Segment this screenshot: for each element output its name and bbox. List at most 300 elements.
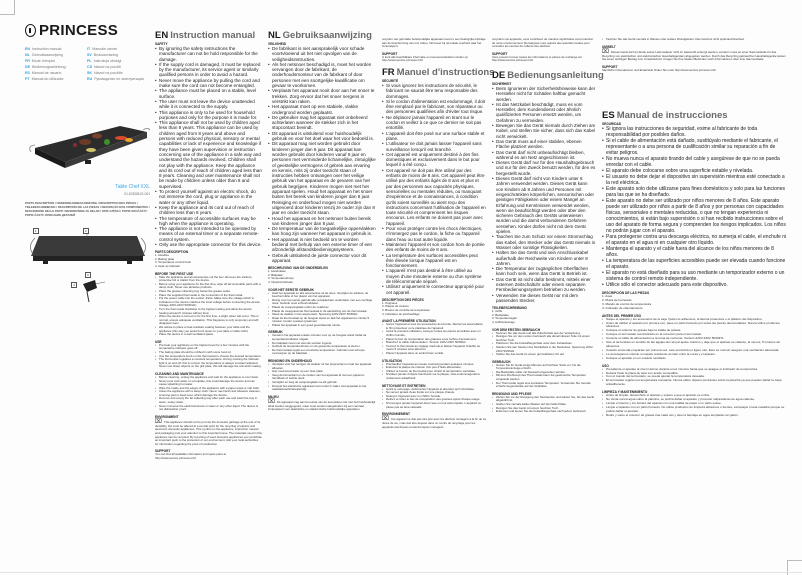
list-item: • Turn the thermostat clockwise to the highest setting and allow the device heating at least 5 minutes without food. [155, 308, 262, 315]
list-item: • Never pour cold water on a hotplate, this could damage the device and can cause splashing hot water. [155, 380, 262, 387]
list-item: • Never immerse the electrical device in water or any other liquid. The device is not dishwasher proof. [155, 405, 262, 412]
language-label: Instrukcja obsługi [93, 59, 122, 63]
section-heading: SUPPORT [602, 64, 618, 69]
section-heading: SICHERHEIT [492, 82, 512, 86]
text-content: Vous pouvez trouver toutes les informations et pièces de rechange sur http://www.service.princess.info! [492, 54, 583, 63]
language-item [87, 65, 149, 69]
language-label: Manual do utilizador [31, 77, 64, 81]
list-item: • Si vous ignorez les instructions de sécurité, le fabricant ne saurait être tenu responsable des dommages. [382, 83, 486, 99]
text-content: 3. Temperaturregler [492, 316, 518, 321]
text-line [492, 56, 596, 63]
bullet-list [602, 126, 787, 288]
text-content: 2. Plaque de cuisson [382, 304, 409, 309]
section-heading: CLEANING AND MAINTENANCE [155, 371, 204, 376]
bullet-list [155, 344, 262, 369]
text-line [155, 453, 262, 460]
text-line [382, 38, 486, 49]
section-heading: SUPPORT [382, 51, 398, 56]
language-item [25, 59, 87, 63]
list-item: • Verwenden Sie dieses Gerät nur mit dem passenden Stecker. [492, 293, 596, 304]
list-item: • Veeg de binnenkant en de randen van het apparaat af met een papieren handdoek of zachte doek. [268, 374, 376, 381]
manual-section [155, 415, 262, 447]
language-label: Руководство по эксплуатации [94, 77, 144, 81]
language-label: Manual de usuario [31, 71, 62, 75]
page-edge [0, 572, 802, 573]
language-item [25, 53, 87, 57]
manual-section [602, 314, 787, 361]
bullet-list [155, 46, 262, 247]
manual-section [602, 364, 787, 388]
language-item [87, 71, 149, 75]
language-code: SK [87, 71, 92, 75]
manual-section [492, 392, 596, 414]
list-item: • Only use the appropriate connector for this device. [155, 242, 262, 247]
list-item: • Beim Ignorieren der Sicherheitshinweise kann der Hersteller nicht für Schäden haftbar gemacht werden. [492, 86, 596, 102]
text-content: 4. Aufheizanzeige [492, 319, 515, 324]
section-heading: VOR DEM ERSTEN GEBRAUCH [492, 327, 540, 332]
manual-section [492, 52, 596, 63]
product-section [25, 118, 150, 217]
list-item: • Coloque el aparato en un espacio ventilado. [602, 357, 787, 361]
manual-section [155, 340, 262, 369]
list-item: • Tauchen Sie zum Schutz vor einem Stromschlag das Kabel, den Stecker oder das Gerät niemals in Wasser oder sonstige Flüssigkeiten. [492, 234, 596, 250]
list-item: • Stecken Sie den Stecker des Netzkabels in die Steckdose. Spannung 220V-240V 50/60Hz. [492, 346, 596, 353]
list-item: • Este aparato solo debe utilizarse para fines domésticos y solo para las funciones para las que se ha diseñado. [602, 186, 787, 198]
section-heading: ENVIRONNEMENT [382, 412, 410, 417]
list-item: • Pour vous protéger contre les chocs électriques, n'immergez pas le cordon, la fiche ou l'appareil dans l'eau ou tout autre liquide. [382, 226, 486, 242]
list-item: • Antes de limpiar, desenchufe el aparato y espere a que el aparato se enfríe. [602, 394, 787, 398]
text-content: 4. Indicador de calentamiento [602, 305, 643, 310]
diagram-label-1: 1 [35, 229, 37, 233]
bullet-list [492, 86, 596, 303]
language-code: FR [382, 67, 395, 78]
manual-title: Manuel d'instructions [396, 67, 495, 78]
list-item: • Als het netsnoer beschadigd is, moet het worden vervangen door de fabrikant, de onderhoudsmonteur van de fabrikant of door personen met een soortgelijke kwalificatie om gevaar te voorkomen. [268, 62, 376, 88]
language-item [25, 71, 87, 75]
list-item: • Bewegen Sie das Gerät niemals durch Ziehen am Kabel, und stellen Sie sicher, dass sich das Kabel nicht verwickelt. [492, 123, 596, 139]
brand-name: PRINCESS [39, 22, 119, 39]
manual-column-frc [492, 38, 596, 63]
crop-mark-top-left [0, 0, 15, 15]
bullet-list [602, 38, 787, 42]
list-item: • Pre-heat your appliance on the highest level for a few minutes until the temperature indicator goes off. [155, 344, 262, 351]
list-item: • L'appareil doit être posé sur une surface stable et plane. [382, 131, 486, 142]
language-label: Bruksanvisning [93, 53, 119, 57]
list-item: • We advise to place a heat-resistant coating between your table and the appliance (this way you avoid burnt spots on your table or table cloth). [155, 326, 262, 333]
list-item: • Placez le bac de récupération des graisses sous l'orifice d'écoulement. [382, 338, 486, 342]
list-item: • Avant le nettoyage, débranchez l'appareil et attendez qu'il refroidisse. [382, 388, 486, 392]
list-item: • Draai de thermostaat op de hoogste stand en laat het apparaat ten minste 5 minuten zonder voedsel opwarmen. [268, 317, 376, 324]
text-line [155, 265, 262, 269]
language-code: PT [25, 77, 30, 81]
language-label: Bedienungsanleitung [32, 65, 66, 69]
text-content: 4. Indicateur de préchauffage [382, 311, 420, 316]
manual-section [492, 360, 596, 389]
manual-column-en [155, 30, 262, 461]
manual-section [382, 38, 486, 49]
language-code: ES [25, 71, 30, 75]
section-heading: DESCRIPTION DES PIÈCES [382, 297, 424, 302]
manual-section [268, 359, 376, 392]
list-item: • Deberá frotar la placa de asar con aceite comestible. [602, 372, 787, 376]
bullet-list [492, 332, 596, 357]
text-content: 1. Asas [602, 294, 613, 298]
list-item: • Clean the appliance with a damp cloth. Never use harsh and abrasive cleaners, scouring pad or steel wool, which damage the device. [155, 390, 262, 397]
bullet-list [155, 276, 262, 337]
list-item: • Tauchen Sie das Gerät niemals in Wasser oder andere Flüssigkeiten. Das Gerät ist nicht spülmaschinenfest. [602, 38, 787, 42]
section-heading: SUPPORT [492, 51, 508, 56]
manual-section [492, 82, 596, 303]
list-item: • Reinigen Sie das Gerät mit einem feuchten Tuch. [492, 407, 596, 411]
list-item: • Platzieren Sie die Fettauffangschale unter dem Fettauslass. [492, 342, 596, 346]
text-content: 3. Bouton de contrôle de température [382, 308, 430, 313]
product-image [25, 118, 150, 180]
list-item: • Limpie el interior y los bordes del aparato con una toallita de papel o un paño suave. [602, 402, 787, 406]
text-line [602, 69, 787, 73]
text-content: U kunt alle beschikbare informatie en reserveonderdelen vinden op http://www.service.princess.info! [382, 54, 468, 63]
text-content: 1. Griffe [492, 309, 503, 314]
list-item: • Con el mando del termostato, se puede ajustar la temperatura deseada. [602, 375, 787, 379]
section-title [492, 70, 604, 81]
list-item: • Si ignora las instrucciones de seguridad, exime al fabricante de toda responsabilidad por posibles daños. [602, 126, 787, 138]
list-item: • This appliance is only to be used for household purposes and only for the purpose it is made for. [155, 110, 262, 121]
list-item: • Het apparaat moet op een stabiele, vlakke ondergrond worden geplaatst. [268, 104, 376, 115]
list-item: • Wipe the inside and the edges of the appliance with a paper towel or soft cloth. [155, 387, 262, 391]
crossed-out-bin-icon: ⌧ [155, 418, 162, 425]
list-item: • The temperature of accessible surfaces may be high when the appliance is operating. [155, 216, 262, 227]
manual-section [155, 42, 262, 247]
bullet-list [268, 334, 376, 356]
manual-section [602, 65, 787, 73]
language-label: Mode d'emploi [31, 59, 56, 63]
list-item: • Dieses Gerät darf nur für den Haushaltsgebrauch und nur für den Zweck benutzt werden, für den es hergestellt wurde. [492, 160, 596, 176]
language-code: ES [602, 110, 615, 121]
list-item: • Placez l'appareil dans un endroit bien ventilé. [382, 352, 486, 356]
list-item: • Utilisez le bouton du thermostat pour choisir la température souhaitée. [382, 370, 486, 374]
text-content: 3. Temperatuurknop [268, 276, 294, 281]
list-item: • Use the temperature knob on the thermostat to choose the desired temperature. [155, 355, 262, 359]
list-item: • Tournez le thermostat au réglage maximal et laissez l'appareil chauffer au moins 5 minutes sans aliments. [382, 345, 486, 352]
manual-column-fr [382, 67, 495, 429]
list-item: • Sortez l'appareil et tous les accessoires de la boîte. Retirez les autocollants, le film protecteur ou le plastique de l'appareil. [382, 323, 486, 330]
manual-section [382, 384, 486, 410]
text-content: recyclant vos appareils, vous contribuez de manière significative à la protection de notre environnement. Renseignez-vous auprès des autorités locales pour connaître les centres de collecte des déchets. [492, 37, 594, 49]
list-item: • N'utilisez jamais d'objets tranchants sur la plaque, cela endommagerait le revêtement antiadhésif. [382, 373, 486, 380]
list-item: • Place the supplied thermostat in the connection of the thermostat. [155, 294, 262, 298]
list-item: • Dit apparaat mag niet worden gebruikt door kinderen jonger dan 8 jaar. Dit apparaat kan worden gebruikt door kinderen vanaf 8 jaar en personen met verminderde lichamelijke, zintuiglijke of geestelijke vermogens of gebrek aan ervaring en kennis, mits zij onder toezicht staan of instructies hebben ontvangen over het veilige gebruik van het apparaat en de gevaren van het gebruik begrijpen. Kinderen mogen niet met het apparaat spelen. Houd het apparaat en het snoer buiten het bereik van kinderen jonger dan 8 jaar. Reiniging en onderhoud mogen niet worden uitgevoerd door kinderen tenzij ze ouder zijn dan 8 jaar en onder toezicht staan. [268, 141, 376, 215]
manual-section [268, 288, 376, 328]
list-item: • Maintenez l'appareil et son cordon hors de portée des enfants de moins de 8 ans. [382, 242, 486, 253]
list-item: • By ignoring the safety instructions the manufacturer can not be hold responsible for the damage. [155, 46, 262, 62]
list-item: • Saque el aparato y los accesorios de la caja. Quite los adhesivos, la lámina protectora o el plástico del dispositivo. [602, 318, 787, 322]
language-code: NL [25, 53, 30, 57]
list-item: • Retirez et videz le bac de récupération des graisses après chaque usage. [382, 398, 486, 402]
language-code: EN [25, 47, 30, 51]
manual-section [602, 45, 787, 62]
list-item: • Plaats de vetopvanglade onder de vetafvoer. [268, 306, 376, 310]
section-heading: SUPPORT [155, 449, 171, 454]
list-item: • N'immergez jamais l'appareil dans l'eau ou tout autre liquide. L'appareil ne passe pas au lave-vaisselle. [382, 402, 486, 409]
language-item [25, 65, 87, 69]
section-title [268, 30, 376, 41]
text-content: Cet appareil ne doit pas être jeté avec les déchets ménagers à la fin de sa durée de vie, mais doit être déposé dans un centre de recyclage pour les appareils électriques et électroniques ménagers. [382, 417, 486, 429]
section-heading: UTILISATION [382, 358, 402, 363]
manual-section [268, 330, 376, 356]
list-item: • The baking plate should be rubbed in with some food oil. [155, 351, 262, 355]
bullet-list [268, 292, 376, 328]
section-title [602, 110, 787, 121]
parts-description-heading: PARTS DESCRIPTION / ONDERDELENBESCHRIJVING / DESCRIPTION DES PIÈCES / TEILEBESCHREIBUNG / DESCRIPCIÓN DE LAS PIEZAS / DESCRIÇÃO DOS COMPONENTES / DESCRIZIONE DELLE PARTI / BESKRIVNING AV DELAR / OPIS CZĘŚCI / POPIS SOUČÁSTÍ / POPIS ČASTÍ / ОПИСАНИЕ ДЕТАЛЕЙ [25, 201, 150, 217]
product-code: 01.103326.01.001 [124, 192, 150, 196]
list-item: • Place the device in a well ventilated space. [155, 333, 262, 337]
manual-section [602, 291, 787, 311]
text-content: 2. Placa de horneado [602, 297, 632, 302]
list-item: • Enduisez la plaque de cuisson d'un peu d'huile alimentaire. [382, 366, 486, 370]
list-item: • Gebruik uitsluitend de juiste connector voor dit apparaat. [268, 253, 376, 264]
list-item: • Keep the appliance and its cord out of reach of children less than 8 years. [155, 205, 262, 216]
list-item: • Antes de utilizar el aparato por primera vez, pase un paño húmedo por todas las piezas desmontables. Nunca utilice productos abrasivos. [602, 322, 787, 330]
list-item: • Take the appliance and all accessories out the box. Remove the stickers, protective foil or plastic from the device. [155, 276, 262, 283]
list-item: • Coloque el termostato suministrado en la conexión para el termostato. [602, 333, 787, 337]
list-item: • Limpie el aparato con un paño húmedo. No utilice productos de limpieza abrasivos o fuertes, estropajos o lana metálica porque se podría dañar el aparato. [602, 406, 787, 414]
text-line [268, 281, 376, 285]
text-line [382, 313, 486, 317]
manual-section [382, 52, 486, 63]
grill-line-drawing [25, 228, 150, 308]
manual-section [602, 122, 787, 288]
list-item: • El termostato regula una temperatura constante. Nunca utilice objetos punzantes sobre la plancha ya que pueden dañar la capa antiadherente. [602, 379, 787, 387]
text-line [492, 321, 596, 325]
text-line [492, 38, 596, 49]
manual-section [155, 272, 262, 337]
list-item: • De bakplaat moet met wat olie worden ingevet. [268, 342, 376, 346]
section-heading: UMWELT [602, 44, 616, 49]
section-title [155, 30, 262, 41]
section-heading: BESCHRIJVING VAN DE ONDERDELEN [268, 266, 328, 271]
bullet-list [602, 394, 787, 417]
manual-section [382, 359, 486, 381]
list-item: • Retire y vacíe el colector de grasas tras cada uso y lave la bandeja en agua templada con jabón. [602, 414, 787, 418]
text-content: 1. Handles [155, 253, 169, 258]
text-content: 3. Mando de control de temperatura [602, 301, 652, 306]
language-item [87, 53, 149, 57]
bullet-list [382, 323, 486, 355]
section-heading: ENVIRONMENT [155, 414, 179, 419]
manual-column-nl [268, 30, 376, 412]
manual-section [268, 266, 376, 284]
list-item: • The user must not leave the device unattended while it is connected to the supply. [155, 99, 262, 110]
list-item: • Het apparaat is niet bedoeld om te worden bediend met behulp van een externe timer of een afzonderlijk afstandsbedieningssysteem. [268, 237, 376, 253]
text-content: 4. Opwarmindicator [268, 279, 294, 284]
bullet-list [492, 364, 596, 389]
list-item: • Avant la première utilisation, essuyez toutes les pièces amovibles avec un chiffon humide. [382, 330, 486, 337]
list-item: • The appliance is not intended to be operated by means of an external timer or a separate remote-control system. [155, 226, 262, 242]
manual-title: Instruction manual [170, 30, 256, 41]
list-item: • Utilisez uniquement le connecteur approprié pour cet appareil. [382, 284, 486, 295]
list-item: • El usuario no debe dejar el dispositivo sin supervisión mientras esté conectado a la red eléctrica. [602, 174, 787, 186]
list-item: • Die Temperatur der zugänglichen Oberflächen kann hoch sein, wenn das Gerät in Betrieb ist. [492, 266, 596, 277]
section-heading: BEFORE THE FIRST USE [155, 271, 194, 276]
language-item [25, 77, 87, 81]
text-line [382, 56, 486, 63]
list-item: • Ziehen Sie vor der Reinigung den Netzstecker und warten Sie, bis das Gerät abgekühlt ist. [492, 396, 596, 403]
text-line [155, 419, 262, 447]
list-item: • Este aparato no debe ser utilizado por niños menores de 8 años. Este aparato puede ser utilizado por niños a partir de 8 años y por personas con capacidades físicas, sensoriales o mentales reducidas, o que no tengan experiencia ni conocimientos, si están bajo supervisión o si han recibido instrucciones sobre el uso del aparato de forma segura y comprenden los riesgos implicados. Los niños no podrán jugar con el aparato. [602, 198, 787, 234]
diagram-label-3: 3 [87, 273, 89, 277]
language-code: FR [25, 59, 30, 63]
list-item: • Giet nooit koud water op een hete plaat. [268, 370, 376, 374]
language-code: DE [25, 65, 30, 69]
list-item: • Ne versez jamais d'eau froide sur une plaque chaude. [382, 391, 486, 395]
text-line [268, 399, 376, 412]
manual-column-nlc [382, 38, 486, 63]
list-item: • Gießen Sie niemals kaltes Wasser auf die heiße Platte. [492, 403, 596, 407]
text-line [382, 416, 486, 429]
language-code: PL [87, 59, 92, 63]
section-heading: REINIGING EN ONDERHOUD [268, 359, 312, 364]
crossed-out-bin-icon: ⌧ [382, 416, 389, 423]
list-item: • Der Thermostat regelt eine konstante Temperatur. Verwenden Sie niemals scharfe Gegenstände auf der Grillplatte. [492, 382, 596, 389]
list-item: • Halten Sie das Gerät und sein Anschlusskabel außerhalb der Reichweite von Kindern unter 8 Jahren. [492, 250, 596, 266]
list-item: • No vierta nunca agua sobre la plancha, se podría dañar el aparato y provocar salpicaduras de agua caliente. [602, 398, 787, 402]
list-item: • Cuando encienda el aparato por primera vez, este producirá un ligero olor. Esto es normal; asegure una ventilación adecuada. [602, 349, 787, 353]
list-item: • Precaliente el aparato al nivel máximo durante unos minutos hasta que se apague el indicador de temperatura. [602, 368, 787, 372]
list-item: • Dieses Gerät darf nicht von Kindern unter 8 Jahren verwendet werden. Dieses Gerät kann von Kindern ab 8 Jahren und Personen mit eingeschränkten körperlichen, sensorischen oder geistigen Fähigkeiten oder einem Mangel an Erfahrung und Kenntnissen verwendet werden, wenn sie beaufsichtigt werden oder über den sicheren Gebrauch des Geräts unterwiesen wurden und die damit verbundenen Gefahren verstehen. Kinder dürfen nicht mit dem Gerät spielen. [492, 176, 596, 234]
bullet-list [155, 376, 262, 412]
list-item: • Never move the appliance by pulling the cord and make sure the cord can not become entangled. [155, 78, 262, 89]
crossed-out-bin-icon: ⌧ [268, 398, 275, 405]
list-item: • The appliance must be placed on a stable, level surface. [155, 88, 262, 99]
list-item: • Das Gerät darf nicht unbeaufsichtigt bleiben, während es am Netz angeschlossen ist. [492, 150, 596, 161]
language-label: Návod na použití [94, 65, 121, 69]
language-code: NL [268, 30, 281, 41]
language-item [87, 59, 149, 63]
list-item: • Dompel het elektrische apparaat nooit onder in water. Het apparaat is niet vaatwasmachinebestendig. [268, 385, 376, 392]
language-list [25, 47, 150, 81]
table-grill-illustration [25, 118, 150, 180]
list-item: • Gire el termostato en sentido de las agujas del reloj al ajuste máximo y deje que el aparato se caliente, al menos, 5 minutos sin alimentos. [602, 341, 787, 349]
list-item: • Steek de stekker in het stopcontact. Spanning 220V-240V 50/60Hz. [268, 313, 376, 317]
list-item: • Mantenga el aparato y el cable fuera del alcance de los niños menores de 8 años. [602, 246, 787, 258]
list-item: • De fabrikant is niet aansprakelijk voor schade voortvloeiend uit het niet opvolgen van de veiligheidsinstructies. [268, 46, 376, 62]
text-content: recyclen van gebruikte huishoudelijke apparaten levert u een belangrijke bijdrage aan de bescherming van ons milieu. Informeer bij uw lokale overheid naar het inzamelpunt. [382, 37, 486, 49]
language-code: RU [87, 77, 93, 81]
list-item: • Die Backplatte sollte mit Speiseöl eingerieben werden. [492, 371, 596, 375]
list-item: • El aparato no está diseñado para su uso mediante un temporizador externo o un sistema de control remoto independiente. [602, 270, 787, 282]
list-item: • Plaats de meegeleverde thermostaat in de aansluiting van de thermostaat. [268, 310, 376, 314]
manual-section [382, 319, 486, 355]
list-item: • Put the power cable into the socket. (Note: Make sure the voltage which is indicated on the device matches the local voltage before connecting the device. Voltage 220V-240V 50/60Hz) [155, 297, 262, 308]
section-heading: SEGURIDAD [602, 122, 622, 126]
section-heading: TEILEBESCHREIBUNG [492, 306, 527, 311]
text-content: 3. Temperature control knob [155, 260, 191, 265]
manual-section [492, 38, 596, 49]
section-title [382, 67, 495, 78]
text-content: Dieses Gerät darf am Ende seiner Lebensdauer nicht im Hausmüll entsorgt werden, sondern muss an einer Sammelstelle für das Recycling von elektrischen und elektronischen Haushaltsgeräten abgegeben werden. Durch das Recycling gebrauchter Haushaltsgeräte leisten Sie einen wichtigen Beitrag zum Umweltschutz. Fragen Sie Ihre lokalen Behörden nach Informationen über eine Sammelstelle. [602, 49, 786, 62]
diagram-label-2: 2 [85, 229, 87, 233]
language-label: Návod na použitie [94, 71, 123, 75]
list-item: • Dit apparaat is uitsluitend voor huishoudelijk gebruik en voor het doel waar het voor bedoeld is. [268, 131, 376, 142]
bullet-list [382, 363, 486, 381]
list-item: • Stellen Sie das Gerät an einem gut belüfteten Ort auf. [492, 353, 596, 357]
product-name: Table Chef XXL [115, 184, 150, 190]
list-item: • Das Gerät muss auf einer stabilen, ebenen Fläche platziert werden. [492, 139, 596, 150]
list-item: • Utilice sólo el conector adecuado para este dispositivo. [602, 282, 787, 288]
list-item: • Remove and empty the fat collecting tray after each use and wash the tray in warm, soapy water. [155, 397, 262, 404]
list-item: • Plaats het apparaat in een goed geventileerde ruimte. [268, 324, 376, 328]
list-item: • Mit dem Drehknopf des Thermostats kann die gewünschte Temperatur eingestellt werden. [492, 374, 596, 381]
list-item: • Before cleaning, unplug the appliance and wait for the appliance to cool down. [155, 376, 262, 380]
language-code: SV [87, 53, 92, 57]
text-content: 2. Bakplaat [268, 272, 283, 277]
list-item: • To protect yourself against an electric shock, do not immerse the cord, plug or appliance in the water or any other liquid. [155, 189, 262, 205]
list-item: • If the supply cord is damaged, it must be replaced by the manufacturer, its service agent or similarly qualified persons in order to avoid a hazard. [155, 62, 262, 78]
list-item: • Coloque el colector de grasas bajo la salida de grasas. [602, 329, 787, 333]
list-item: • Reinig voor het eerste gebruik alle verwijderbare onderdelen met een vochtige doek. Gebruik nooit schuurmiddelen. [268, 299, 376, 306]
list-item: • Houd het apparaat en het netsnoer buiten bereik van kinderen jonger dan 8 jaar. [268, 216, 376, 227]
list-item: • De temperatuur van de toegankelijke oppervlakken kan hoog zijn wanneer het apparaat in gebruik is. [268, 226, 376, 237]
list-item: • Entfernen und leeren Sie die Fettauffangschale nach jedem Gebrauch. [492, 410, 596, 414]
list-item: • Cet appareil est uniquement destiné à des fins domestiques et exclusivement dans le but pour lequel il a été conçu. [382, 152, 486, 168]
section-heading: NETTOYAGE ET ENTRETIEN [382, 383, 426, 388]
section-heading: DESCRIPCIÓN DE LAS PIEZAS [602, 291, 650, 295]
text-content: 2. Backplatte [492, 312, 509, 317]
section-heading: ANTES DEL PRIMER USO [602, 313, 642, 318]
bullet-list [268, 46, 376, 263]
list-item: • Place the grease collecting tray below the grease outlet. [155, 290, 262, 294]
list-item: • Verplaats het apparaat nooit door aan het snoer te trekken. Zorg ervoor dat het snoer nergens in verstrikt kan raken. [268, 88, 376, 104]
manual-section [268, 42, 376, 263]
list-item: • Nettoyez l'appareil avec un chiffon humide. [382, 395, 486, 399]
language-label: Manuale utente [92, 47, 117, 51]
manual-section [492, 306, 596, 324]
list-item: • Branchez le câble d'alimentation. Tension 220V-240V 50/60Hz. [382, 341, 486, 345]
manual-title: Manual de instrucciones [616, 110, 728, 121]
manual-section [602, 390, 787, 417]
section-heading: GEBRUIK [268, 330, 283, 335]
brand-logo [25, 22, 150, 39]
bullet-list [382, 83, 486, 295]
section-heading: VOOR HET EERSTE GEBRUIK [268, 287, 314, 292]
bullet-list [492, 396, 596, 414]
list-item: • Le aconsejamos colocar un tapete resistente al calor entre la mesa y el aparato. [602, 353, 787, 357]
list-item: • Conecte el cable de alimentación a la toma de corriente. Tensión 220V-240V 50/60Hz. [602, 337, 787, 341]
text-content: Sämtliche Informationen und Ersatzteile finden Sie unter http://www.service.princess.info! [602, 67, 717, 72]
list-item: • Ne déplacez jamais l'appareil en tirant sur le cordon et veillez à ce que ce dernier ne soit pas entortillé. [382, 115, 486, 131]
language-item [87, 47, 149, 51]
list-item: • Ist das Netzkabel beschädigt, muss es vom Hersteller, dem Kundendienst oder ähnlich qualifizierten Personen ersetzt werden, um Gefahren zu vermeiden. [492, 102, 596, 123]
list-item: • Verwijder vóór het reinigen de stekker uit het stopcontact en laat het apparaat afkoelen. [268, 363, 376, 370]
list-item: • Para protegerse contra una descarga eléctrica, no sumerja el cable, el enchufe ni el aparato en el agua ni en cualquier otro líquido. [602, 234, 787, 246]
manual-section [382, 412, 486, 429]
diagram-label-4: 4 [73, 283, 75, 287]
manual-section [382, 298, 486, 316]
list-item: • De thermostaat regelt een constante temperatuur. Gebruik nooit scherpe voorwerpen op de bakplaat. [268, 349, 376, 356]
bullet-list [602, 318, 787, 361]
text-content: 4. Heat up indicator [155, 264, 181, 269]
crossed-out-bin-icon: ⌧ [602, 48, 609, 55]
section-heading: USE [155, 339, 162, 344]
section-heading: VEILIGHEID [268, 42, 287, 46]
list-item: • La température des surfaces accessibles peut être élevée lorsque l'appareil est en fonctionnement. [382, 253, 486, 269]
list-item: • The thermostat regulates a constant temperature. During cooking the indicator light is on and off, this is normal, the temperature is always constant adjusted. Never use sharp objects on the grill plate, this will damage the anti-stick coating. [155, 358, 262, 369]
text-content: This appliance should not be put into the domestic garbage at the end of its durability, but must be offered at a central point for the recycling of electric and electronic domestic appliances. This symbol on the appliance, instruction manual and packaging puts your attention to this important issue. The materials used in this appliance can be recycled. By recycling of used domestic appliances you contribute an important push to the protection of our environment. Ask your local authorities for information regarding the point of recollection. [155, 419, 262, 446]
manual-section [492, 328, 596, 357]
language-label: Gebruiksaanwijzing [31, 53, 63, 57]
section-heading: USO [602, 363, 609, 368]
list-item: • De gebruiker mag het apparaat niet onbeheerd achterlaten wanneer de stekker zich in het stopcontact bevindt. [268, 115, 376, 131]
bullet-list [602, 368, 787, 388]
